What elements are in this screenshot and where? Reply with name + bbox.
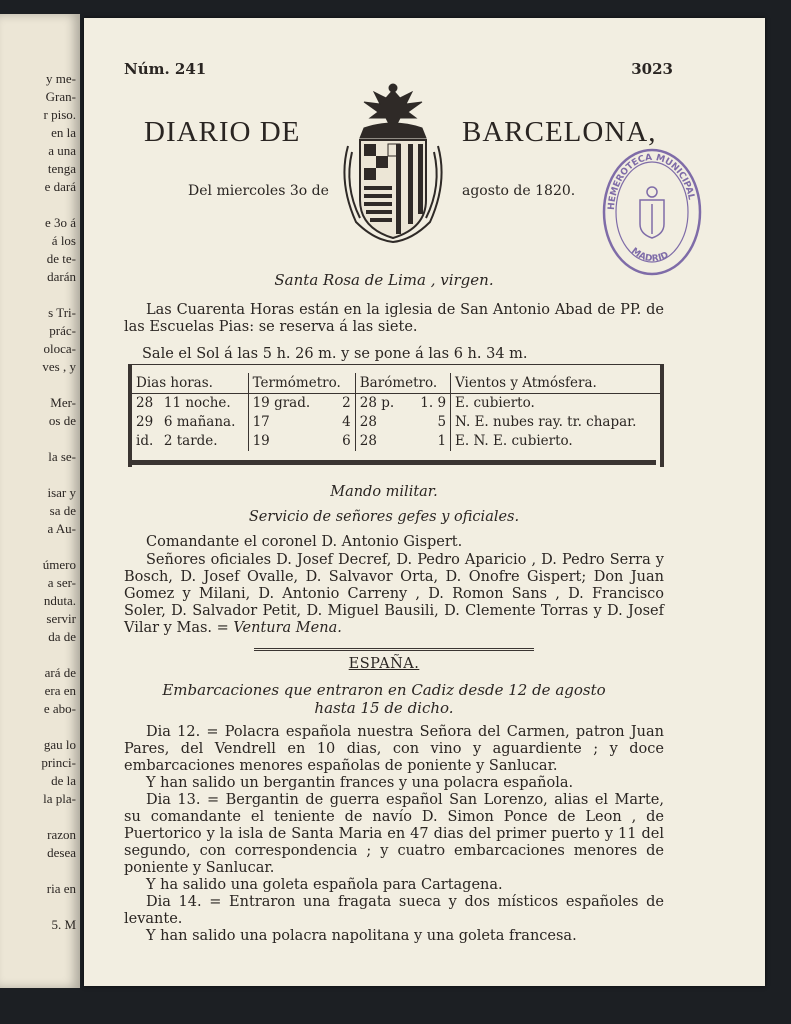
weather-cell: 28 p. xyxy=(355,394,408,414)
table-row xyxy=(132,394,660,414)
left-page-line: oloca- xyxy=(43,341,76,356)
svg-text:HEMEROTECA MUNICIPAL xyxy=(607,153,696,210)
weather-cell: 5 xyxy=(437,414,447,430)
left-page-line: r piso. xyxy=(43,107,76,122)
left-page-line: la se- xyxy=(48,449,76,464)
espana-subheading-2: hasta 15 de dicho. xyxy=(314,699,454,717)
weather-cell: 19 xyxy=(248,432,333,451)
left-page-line: gau lo xyxy=(43,737,76,752)
left-page-line xyxy=(0,718,76,736)
left-page-line: a Au- xyxy=(47,521,76,536)
section-divider xyxy=(254,648,534,651)
weather-table-bottom-rule xyxy=(128,460,656,465)
espana-arrivals xyxy=(124,724,664,945)
left-page-line: úmero xyxy=(42,557,76,572)
left-page-line: á los xyxy=(51,233,76,248)
left-page-line: e 3o á xyxy=(44,215,76,230)
table-row xyxy=(132,413,660,432)
weather-cell: 28 xyxy=(355,432,408,451)
weather-header-vientos: Vientos y Atmósfera. xyxy=(451,373,660,394)
left-page-line: nduta. xyxy=(43,593,76,608)
left-page-line: a una xyxy=(48,143,76,158)
cuarenta-horas-notice: Las Cuarenta Horas están en la iglesia de San Antonio Abad de PP. de las Escuelas Pias: se reserva á las siete. xyxy=(124,302,664,335)
left-page-text xyxy=(0,70,76,934)
espana-heading: ESPAÑA. xyxy=(348,656,420,672)
left-page-line: ria en xyxy=(46,881,76,896)
left-page-line xyxy=(0,286,76,304)
military-officers xyxy=(124,552,664,637)
military-heading: Mando militar. xyxy=(330,484,438,500)
svg-text:MADRID xyxy=(629,246,670,264)
military-commander: Comandante el coronel D. Antonio Gispert. xyxy=(146,534,463,550)
arrival-paragraph: Dia 13. = Bergantin de guerra español San Lorenzo, alias el Marte, su comandante el teniente de navío D. Simon Ponce de Leon , de Puertorico y la isla de Santa Maria en 47 dias del primer puerto y 11 del segundo, con correspondencia ; y cuatro embarcaciones menores de poniente y Sanlucar. xyxy=(124,792,664,876)
weather-cell: 1 xyxy=(437,433,447,449)
left-page-line: era en xyxy=(44,683,76,698)
left-facing-page xyxy=(0,14,80,988)
coat-of-arms-icon xyxy=(334,82,452,244)
military-subheading: Servicio de señores gefes y oficiales. xyxy=(248,509,520,525)
arrival-paragraph: Dia 14. = Entraron una fragata sueca y dos místicos españoles de levante. xyxy=(124,894,664,927)
weather-cell: E. cubierto. xyxy=(451,394,660,414)
weather-cell: 6 mañana. xyxy=(163,414,236,430)
left-page-line: a ser- xyxy=(47,575,76,590)
left-page-line: s Tri- xyxy=(48,305,76,320)
left-page-line: de te- xyxy=(46,251,76,266)
left-page-line: princi- xyxy=(41,755,76,770)
weather-cell: 28 xyxy=(355,413,408,432)
left-page-line: darán xyxy=(47,269,76,284)
left-page-line xyxy=(0,808,76,826)
weather-cell: 19 grad. xyxy=(248,394,333,414)
left-page-line: razon xyxy=(47,827,76,842)
weather-cell: 4 xyxy=(342,414,351,430)
left-page-line: Mer- xyxy=(50,395,76,410)
left-page-line: sa de xyxy=(49,503,76,518)
left-page-line xyxy=(0,862,76,880)
stamp-text-top: HEMEROTECA MUNICIPAL xyxy=(606,152,696,211)
left-page-line: y me- xyxy=(46,71,76,86)
page-number: 3023 xyxy=(631,60,673,78)
left-page-line: Gran- xyxy=(45,89,76,104)
masthead-title-right: BARCELONA, xyxy=(462,116,657,148)
left-page-line: tenga xyxy=(47,161,76,176)
newspaper-page xyxy=(84,18,765,986)
stamp-text-bottom: MADRID xyxy=(629,246,671,265)
weather-cell: 29 xyxy=(136,414,154,430)
weather-table xyxy=(128,364,664,467)
left-page-line: ará de xyxy=(44,665,76,680)
weather-cell: 11 noche. xyxy=(163,395,231,411)
left-page-line: de la xyxy=(51,773,76,788)
weather-header-termometro: Termómetro. xyxy=(248,373,355,394)
left-page-line: da de xyxy=(48,629,76,644)
weather-header-dias: Dias horas. xyxy=(132,373,248,394)
left-page-line: e abo- xyxy=(43,701,76,716)
arrival-paragraph: Y han salido una polacra napolitana y una goleta francesa. xyxy=(146,928,577,944)
weather-cell: 1. 9 xyxy=(420,395,447,411)
weather-cell: 2 xyxy=(342,395,351,411)
espana-subheading: Embarcaciones que entraron en Cadiz desde 12 de agosto xyxy=(162,681,606,699)
left-page-line: isar y xyxy=(47,485,76,500)
left-page-line: 5. M xyxy=(51,917,76,932)
military-officers-text: Señores oficiales D. Josef Decref, D. Pedro Aparicio , D. Pedro Serra y Bosch, D. Josef Ovalle, D. Salvavor Orta, D. Onofre Gispert; Don Juan Gomez y Milani, D. Antonio Carreny , D. Romon Sans , D. Francisco Soler, D. Salvador Petit, D. Miguel Bausili, D. Clemente Torras y D. Josef Vilar y Mas. xyxy=(124,552,664,636)
left-page-line: ves , y xyxy=(42,359,76,374)
weather-cell: 28 xyxy=(136,395,154,411)
left-page-line xyxy=(0,376,76,394)
arrival-paragraph: Y han salido un bergantin frances y una polacra española. xyxy=(146,775,574,791)
weather-cell: id. xyxy=(136,433,154,449)
left-page-line: servir xyxy=(46,611,76,626)
left-page-line: os de xyxy=(48,413,76,428)
left-page-line xyxy=(0,538,76,556)
weather-cell: 6 xyxy=(342,433,351,449)
weather-cell: E. N. E. cubierto. xyxy=(451,432,660,451)
arrival-paragraph: Y ha salido una goleta española para Cartagena. xyxy=(146,877,503,893)
date-left: Del miercoles 3o de xyxy=(188,183,329,199)
weather-cell: N. E. nubes ray. tr. chapar. xyxy=(451,413,660,432)
left-page-line: e dará xyxy=(44,179,76,194)
saint-of-day: Santa Rosa de Lima , virgen. xyxy=(274,271,494,289)
weather-cell: 2 tarde. xyxy=(163,433,218,449)
left-page-line: la pla- xyxy=(43,791,76,806)
left-page-line xyxy=(0,646,76,664)
sunrise-sunset: Sale el Sol á las 5 h. 26 m. y se pone á las 6 h. 34 m. xyxy=(142,346,528,362)
left-page-line xyxy=(0,466,76,484)
left-page-line xyxy=(0,430,76,448)
arrival-paragraph: Dia 12. = Polacra española nuestra Señora del Carmen, patron Juan Pares, del Vendrell en 10 dias, con vino y aguardiente ; y doce embarcaciones menores españolas de poniente y Sanlucar. xyxy=(124,724,664,774)
weather-header-barometro: Barómetro. xyxy=(355,373,450,394)
left-page-line: prác- xyxy=(49,323,76,338)
date-right: agosto de 1820. xyxy=(462,183,576,199)
issue-number: Núm. 241 xyxy=(124,60,207,78)
left-page-line xyxy=(0,196,76,214)
left-page-line: desea xyxy=(47,845,76,860)
library-stamp-icon xyxy=(600,146,704,278)
left-page-line: en la xyxy=(51,125,76,140)
masthead-title-left: DIARIO DE xyxy=(144,116,301,148)
weather-cell: 17 xyxy=(248,413,333,432)
military-signature: = Ventura Mena. xyxy=(216,620,342,636)
table-row xyxy=(132,432,660,451)
left-page-line xyxy=(0,898,76,916)
